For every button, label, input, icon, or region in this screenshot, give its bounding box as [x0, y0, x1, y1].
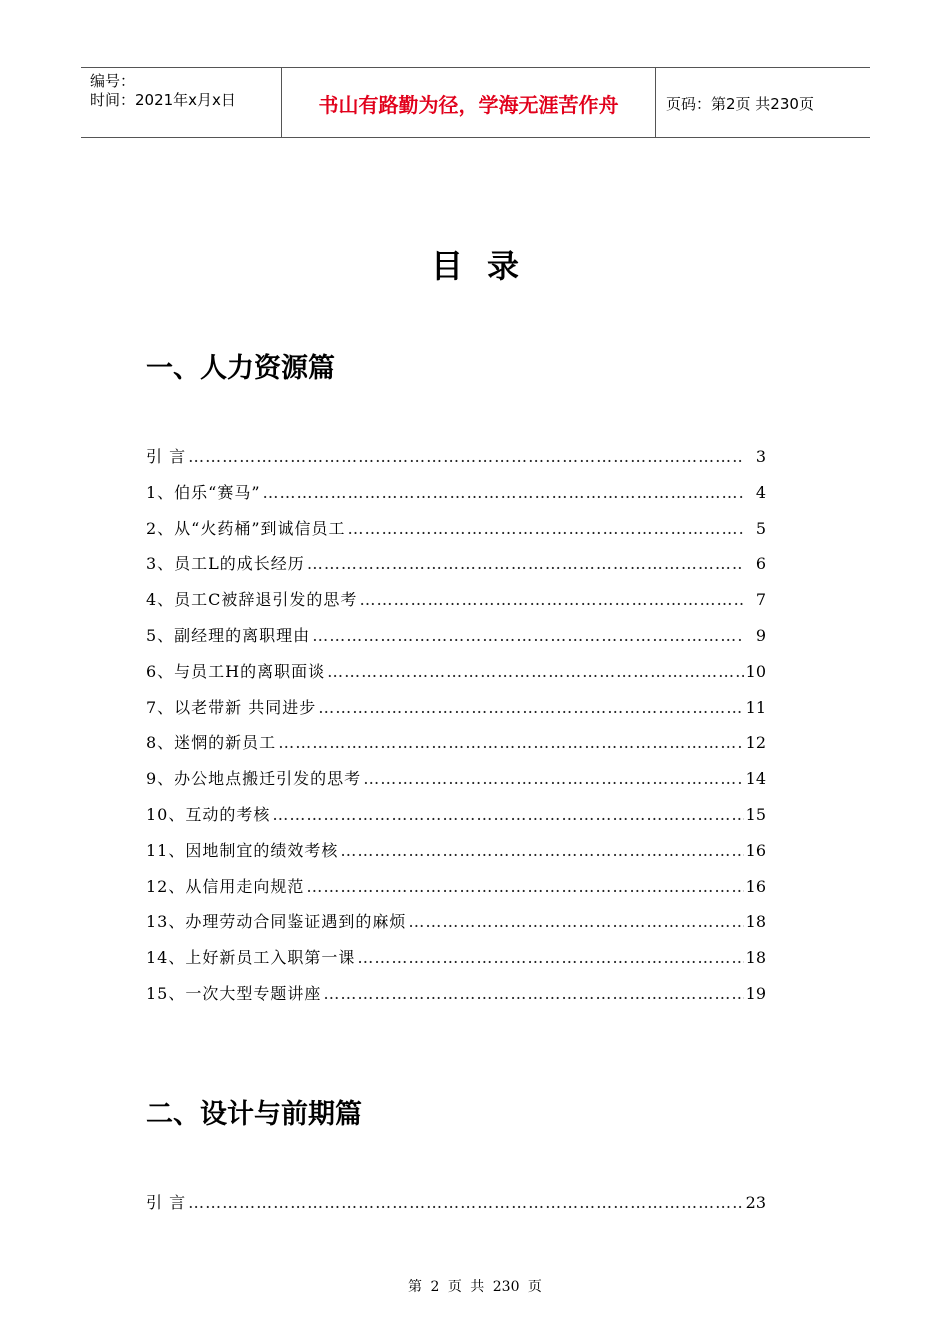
toc-entry-page: 16: [745, 840, 766, 860]
toc-entry-label: 8、迷惘的新员工: [146, 733, 277, 753]
toc-entry-page: 9: [755, 626, 766, 645]
toc-entry-label: 1、伯乐“赛马”: [146, 482, 261, 502]
toc-entry-page: 7: [755, 590, 766, 610]
toc-entry-label: 5、副经理的离职理由: [146, 626, 311, 645]
page-footer: 第 2 页 共 230 页: [408, 1279, 542, 1295]
toc-leader-dots: [323, 983, 743, 1005]
toc-entry-page: 15: [745, 805, 766, 824]
toc-entry[interactable]: [146, 840, 766, 862]
toc-entry-page: 5: [755, 518, 766, 538]
toc-entry-label: 6、与员工H的离职面谈: [146, 661, 326, 681]
toc-entry-page: 11: [745, 697, 766, 717]
toc-entry-label: 2、从“火药桶”到诚信员工: [146, 518, 346, 538]
toc-entry-page: 18: [745, 948, 766, 968]
toc-entry-label: 15、一次大型专题讲座: [146, 984, 322, 1003]
toc-leader-dots: [272, 804, 743, 826]
toc-leader-dots: [359, 589, 744, 611]
toc-entry-page: 19: [745, 984, 766, 1003]
toc-entry-page: 6: [755, 554, 766, 574]
toc-leader-dots: [363, 768, 743, 790]
toc-entry[interactable]: [146, 589, 766, 611]
document-number-label: 编号：: [90, 72, 136, 90]
toc-entry[interactable]: [146, 1192, 766, 1214]
toc-leader-dots: [357, 947, 743, 969]
toc-leader-dots: [307, 553, 744, 575]
toc-entry[interactable]: [146, 446, 766, 468]
toc-entry-label: 引 言: [146, 1193, 187, 1212]
toc-leader-dots: [188, 1192, 744, 1214]
toc-entry-label: 3、员工L的成长经历: [146, 554, 305, 574]
toc-entry-page: 16: [745, 876, 766, 896]
toc-leader-dots: [318, 697, 743, 719]
toc-entry[interactable]: [146, 518, 766, 540]
toc-leader-dots: [278, 732, 743, 754]
toc-leader-dots: [306, 876, 743, 898]
toc-entry-label: 引 言: [146, 447, 187, 466]
toc-leader-dots: [188, 446, 744, 468]
toc-entry[interactable]: [146, 911, 766, 933]
toc-entry[interactable]: [146, 482, 766, 504]
toc-entry-label: 11、因地制宜的绩效考核: [146, 840, 339, 860]
toc-entry[interactable]: [146, 553, 766, 575]
document-date: 时间：2021年x月x日: [90, 91, 236, 109]
toc-entry[interactable]: [146, 697, 766, 719]
toc-entry-page: 10: [745, 661, 766, 681]
toc-entry-label: 10、互动的考核: [146, 805, 271, 824]
toc-leader-dots: [408, 911, 743, 933]
header-page-info: 页码：第2页 共230页: [666, 95, 814, 113]
header-motto: 书山有路勤为径，学海无涯苦作舟: [318, 93, 619, 117]
toc-entry[interactable]: [146, 804, 766, 826]
toc-entry[interactable]: [146, 732, 766, 754]
toc-entry-label: 7、以老带新 共同进步: [146, 697, 317, 717]
toc-entry[interactable]: [146, 983, 766, 1005]
toc-entry-label: 4、员工C被辞退引发的思考: [146, 590, 358, 610]
toc-leader-dots: [312, 625, 744, 647]
header-page-cell: [656, 68, 870, 137]
toc-entry-page: 23: [745, 1193, 766, 1212]
toc-entry-label: 9、办公地点搬迁引发的思考: [146, 769, 362, 789]
toc-entry[interactable]: [146, 625, 766, 647]
toc-entry[interactable]: [146, 876, 766, 898]
toc-leader-dots: [340, 840, 743, 862]
section-heading-design: 二、设计与前期篇: [146, 1099, 362, 1130]
page-title: 目录: [430, 247, 543, 285]
toc-entry-label: 13、办理劳动合同鉴证遇到的麻烦: [146, 912, 407, 932]
toc-entry[interactable]: [146, 661, 766, 683]
toc-leader-dots: [327, 661, 744, 683]
section-heading-hr: 一、人力资源篇: [146, 353, 335, 384]
toc-entry-label: 12、从信用走向规范: [146, 876, 305, 896]
toc-entry-page: 4: [755, 482, 766, 502]
toc-leader-dots: [348, 518, 744, 540]
toc-entry-page: 12: [745, 733, 766, 753]
header-meta-cell: [81, 68, 281, 137]
page-header: [81, 67, 870, 138]
toc-entry[interactable]: [146, 768, 766, 790]
toc-entry[interactable]: [146, 947, 766, 969]
toc-entry-page: 3: [755, 447, 766, 466]
toc-entry-label: 14、上好新员工入职第一课: [146, 948, 356, 968]
toc-entry-page: 18: [745, 912, 766, 932]
toc-leader-dots: [263, 482, 744, 504]
header-motto-cell: [281, 68, 656, 137]
toc-entry-page: 14: [745, 769, 766, 789]
